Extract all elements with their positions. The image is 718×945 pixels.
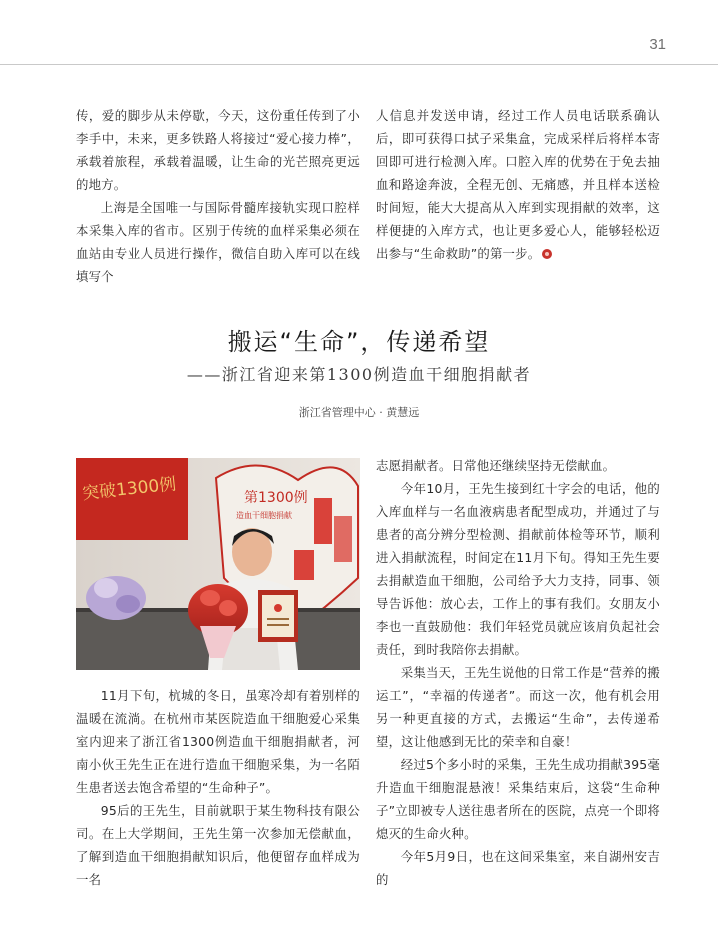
paragraph: 传，爱的脚步从未停歇，今天，这份重任传到了小李手中，未来，更多铁路人将接过“爱心接力棒”，承载着旅程，承载着温暖，让生命的光芒照亮更远的地方。 xyxy=(76,108,360,192)
header-rule xyxy=(0,64,718,65)
paragraph: 采集当天，王先生说他的日常工作是“营养的搬运工”，“幸福的传递者”。而这一次，他有机会用另一种更直接的方式，去搬运“生命”，去传递希望，这让他感到无比的荣幸和自豪！ xyxy=(376,665,660,749)
article-subtitle: ——浙江省迎来第1300例造血干细胞捐献者 xyxy=(186,365,532,384)
end-of-article-icon xyxy=(542,249,552,259)
byline: 浙江省管理中心 · 黄慧远 xyxy=(298,406,420,419)
paragraph: 95后的王先生，目前就职于某生物科技有限公司。在上大学期间，王先生第一次参加无偿献血，了解到造血干细胞捐献知识后，他便留存血样成为一名 xyxy=(76,803,360,887)
paragraph: 志愿捐献者。日常他还继续坚持无偿献血。 xyxy=(376,458,616,473)
paragraph: 经过5个多小时的采集，王先生成功捐献395毫升造血干细胞混悬液！采集结束后，这袋“生命种子”立即被专人送往患者所在的医院，点亮一个即将熄灭的生命火种。 xyxy=(376,757,660,841)
banner-text: 突破1300例 xyxy=(81,474,178,505)
paragraph: 今年5月9日，也在这间采集室，来自湖州安吉的 xyxy=(376,849,660,887)
paragraph: 上海是全国唯一与国际骨髓库接轨实现口腔样本采集入库的省市。区别于传统的血样采集必须在血站由专业人员进行操作，微信自助入库可以在线填写个 xyxy=(76,200,360,284)
column-bottom-right xyxy=(376,454,660,891)
board-title: 第1300例 xyxy=(244,490,308,506)
paragraph xyxy=(376,104,660,265)
page-number: 31 xyxy=(649,36,666,53)
article-title: 搬运“生命”，传递希望 xyxy=(227,328,491,356)
column-top-right xyxy=(376,104,660,265)
paragraph-text: 人信息并发送申请，经过工作人员电话联系确认后，即可获得口拭子采集盒，完成采样后将样本寄回即可进行检测入库。口腔入库的优势在于免去抽血和路途奔波，全程无创、无痛感，并且样本送检时间短，能大大提高从入库到实现捐献的效率，这样便捷的入库方式，也让更多爱心人，能够轻松迈出参与“生命救助”的第一步。 xyxy=(376,108,660,261)
paragraph: 11月下旬，杭城的冬日，虽寒冷却有着别样的温暖在流淌。在杭州市某医院造血干细胞爱心采集室内迎来了浙江省1300例造血干细胞捐献者，河南小伙王先生正在进行造血干细胞采集，为一名陌生患者送去饱含希望的“生命种子”。 xyxy=(76,688,360,795)
column-bottom-left xyxy=(76,684,360,891)
column-top-left xyxy=(76,104,360,288)
board-subtitle: 造血干细胞捐献 xyxy=(236,511,292,520)
paragraph: 今年10月，王先生接到红十字会的电话，他的入库血样与一名血液病患者配型成功，并通过了与患者的高分辨分型检测、捐献前体检等环节，顺利进入捐献流程，时间定在11月下旬。得知王先生要去捐献造血干细胞，公司给予大力支持，同事、领导告诉他：放心去，工作上的事有我们。女朋友小李也一直鼓励他：我们年轻党员就应该肩负起社会责任，到时我陪你去捐献。 xyxy=(376,481,660,657)
article-photo xyxy=(76,458,360,670)
